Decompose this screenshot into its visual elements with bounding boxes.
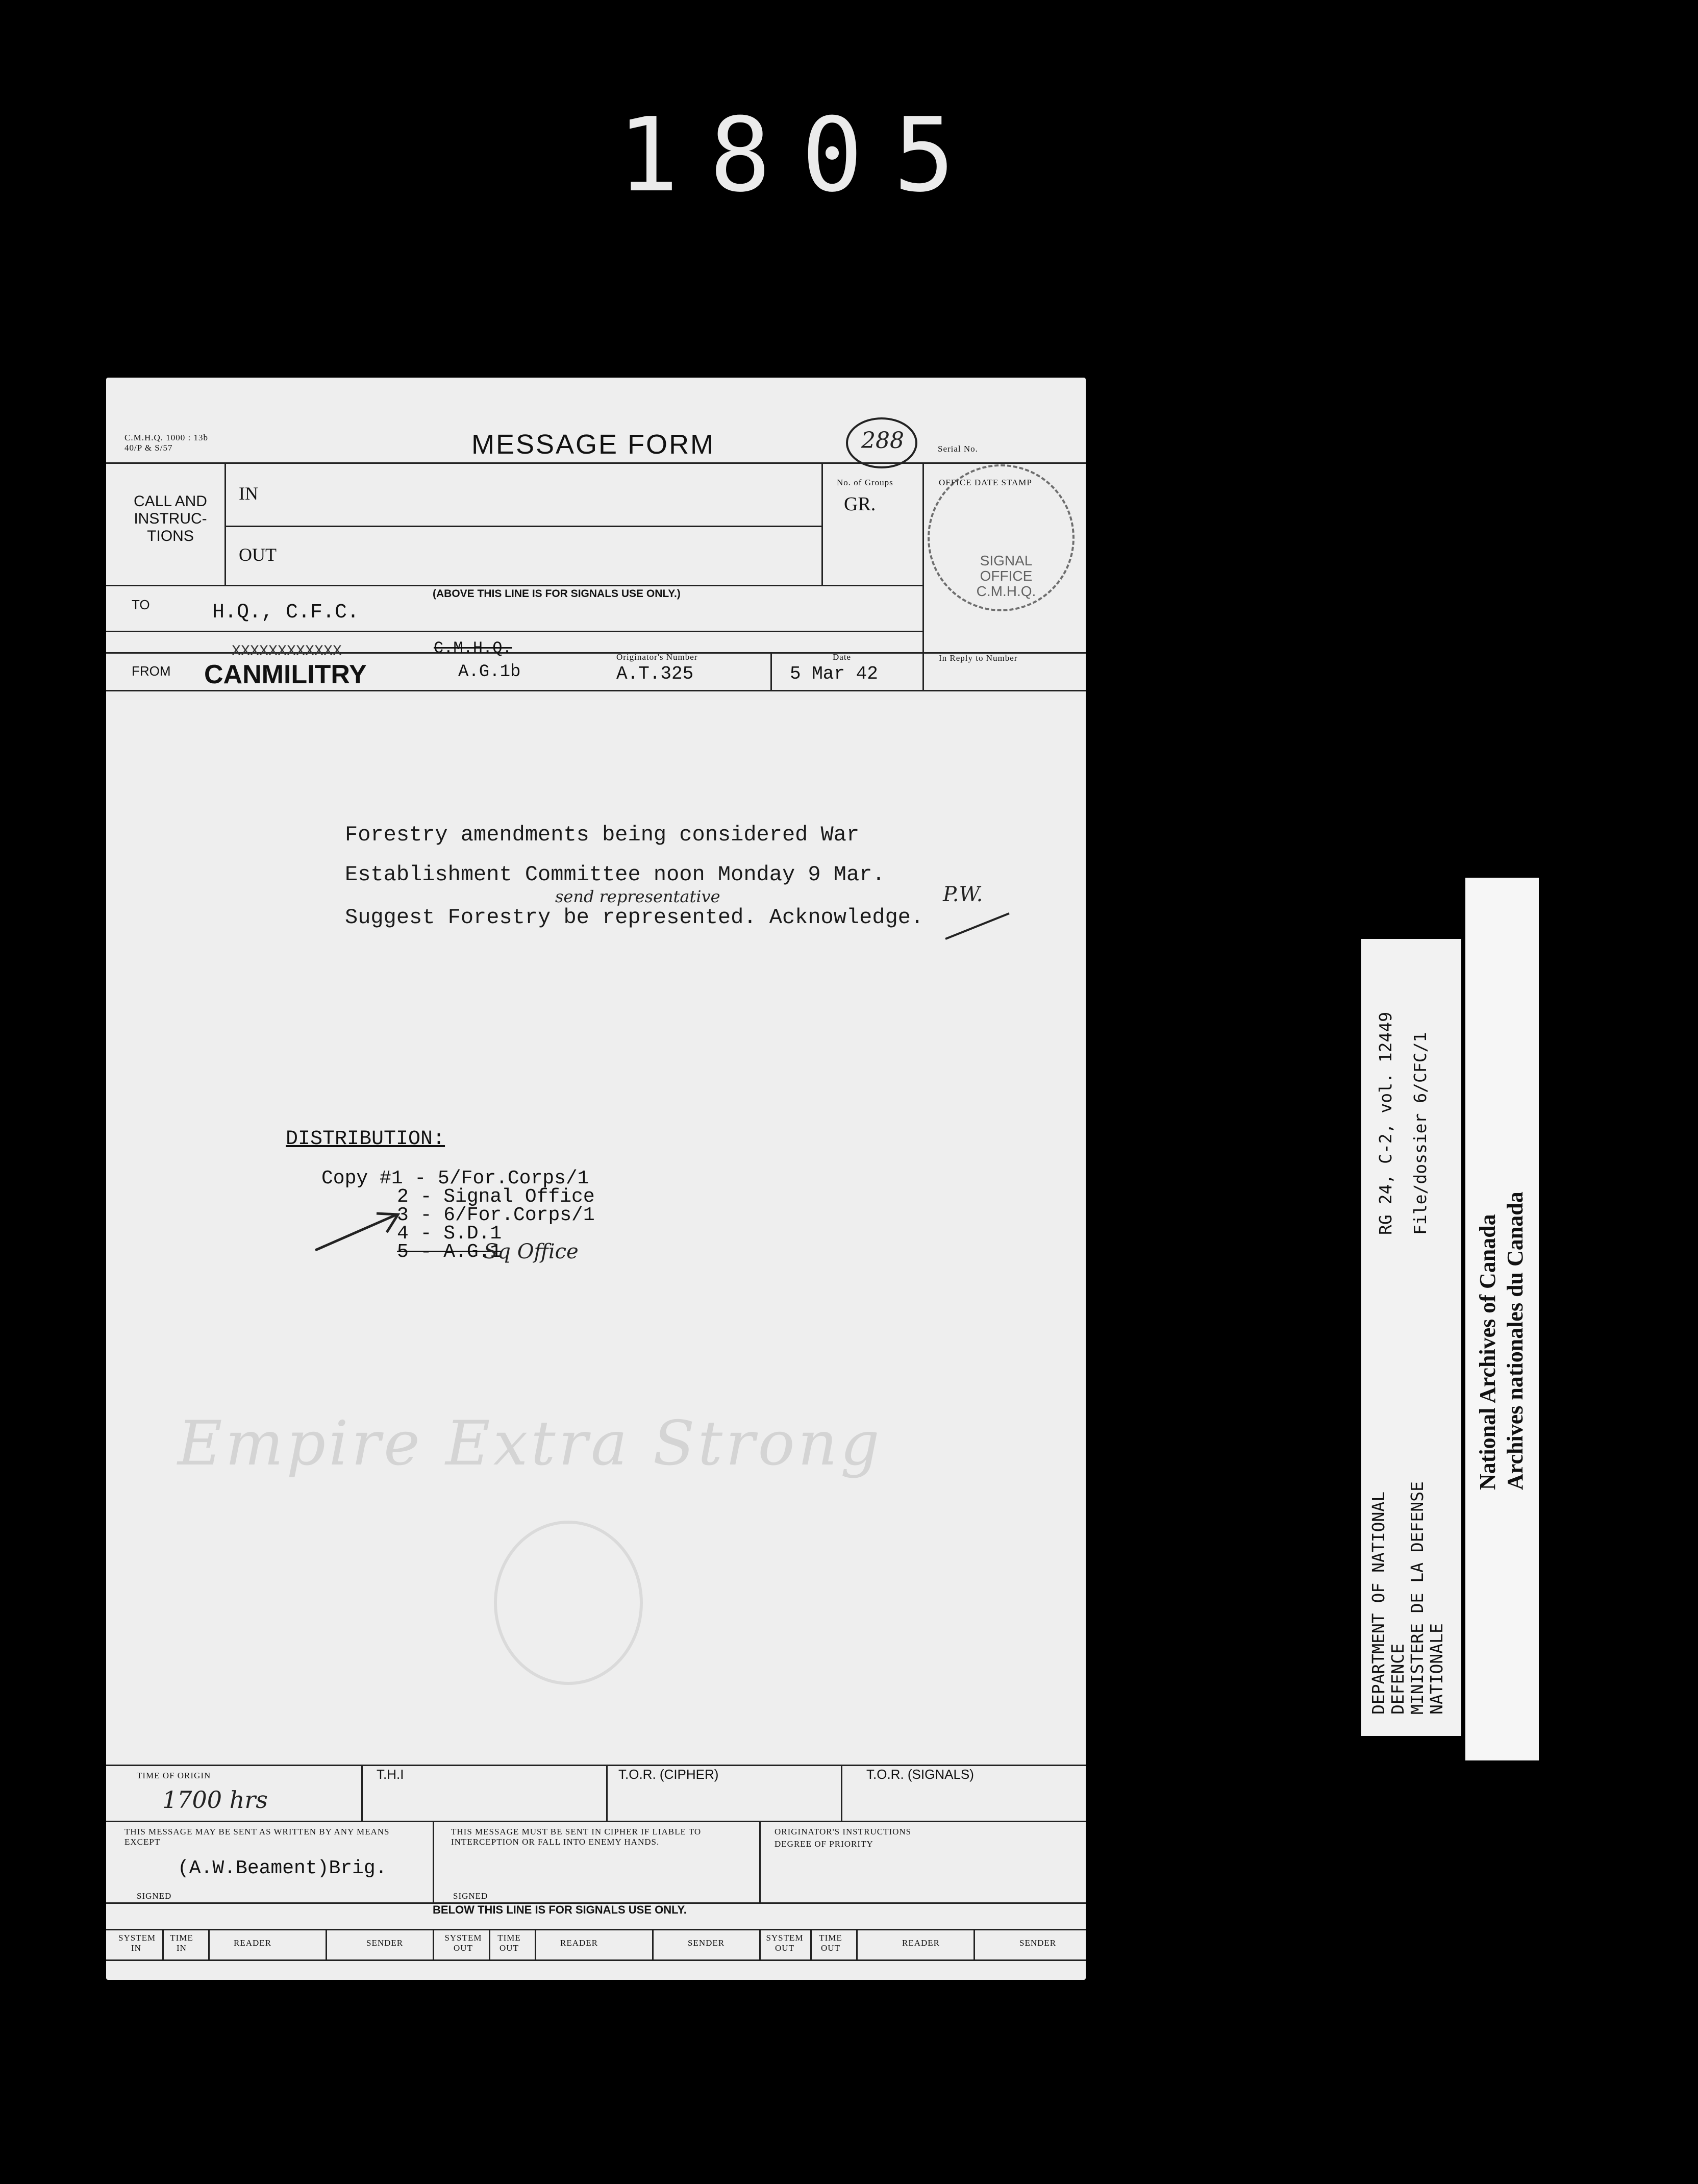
in-out-divider	[224, 526, 821, 527]
distribution-4: 4 - S.D.1	[397, 1223, 502, 1245]
archive-ref-2: File/dossier 6/CFC/1	[1410, 1032, 1430, 1235]
date-divider	[770, 652, 772, 690]
from-bottom-rule	[106, 690, 1086, 691]
time-origin-label: TIME OF ORIGIN	[137, 1771, 211, 1780]
signals-note-top: (ABOVE THIS LINE IS FOR SIGNALS USE ONLY.)	[433, 588, 681, 600]
from-value: CANMILITRY	[204, 660, 367, 689]
date-label: Date	[833, 652, 852, 662]
handwritten-initials: P.W.	[943, 883, 983, 906]
archives-french: Archives nationales du Canada	[1503, 1192, 1528, 1490]
signed-label-2: SIGNED	[453, 1891, 488, 1901]
call-label: CALL AND INSTRUC-TIONS	[134, 493, 207, 544]
instr-divider	[759, 1821, 761, 1902]
archive-dept-1: DEPARTMENT OF NATIONAL	[1368, 1491, 1388, 1715]
stamp-divider	[922, 462, 924, 690]
col-divider	[652, 1929, 654, 1959]
col-divider	[162, 1929, 164, 1959]
handwritten-insert: send representative	[555, 887, 720, 906]
time-origin-value: 1700 hrs	[162, 1786, 268, 1814]
originator-label: Originator's Number	[616, 652, 698, 662]
col-sender-2: SENDER	[688, 1938, 725, 1948]
arrow-annotation-icon	[310, 1204, 407, 1255]
signed-value: (A.W.Beament)Brig.	[178, 1857, 387, 1879]
serial-label: Serial No.	[938, 444, 978, 454]
reply-label: In Reply to Number	[939, 653, 1018, 663]
groups-label: No. of Groups	[837, 478, 893, 487]
col-system-in: SYSTEM IN	[118, 1933, 156, 1953]
from-ag: A.G.1b	[458, 662, 521, 682]
col-divider	[810, 1929, 812, 1959]
archive-dept-3: MINISTERE DE LA DEFENSE	[1407, 1481, 1427, 1715]
handwritten-distribution: Sq Office	[484, 1240, 579, 1263]
from-struck: XXXXXXXXXXXX	[232, 643, 342, 660]
col-divider	[433, 1929, 434, 1959]
office-stamp-label: OFFICE DATE STAMP	[939, 478, 1032, 487]
form-ref-1: C.M.H.Q. 1000 : 13b	[124, 433, 208, 442]
call-divider	[224, 462, 226, 585]
col-time-out-1: TIME OUT	[497, 1933, 521, 1953]
origin-bottom-rule	[106, 1821, 1086, 1822]
degree-priority: DEGREE OF PRIORITY	[775, 1839, 873, 1849]
out-label: OUT	[239, 544, 277, 565]
col-divider	[856, 1929, 858, 1959]
col-system-out-2: SYSTEM OUT	[766, 1933, 804, 1953]
tor-divider	[606, 1765, 608, 1821]
originator-instructions: ORIGINATOR'S INSTRUCTIONS	[775, 1827, 912, 1836]
microfilm-frame-number: 1805	[617, 96, 986, 215]
to-label: TO	[132, 597, 150, 612]
date-value: 5 Mar 42	[790, 663, 878, 684]
tor-signals-label: T.O.R. (SIGNALS)	[866, 1767, 974, 1782]
col-sender-1: SENDER	[366, 1938, 404, 1948]
message-line-2: Establishment Committee noon Monday 9 Mar.	[345, 862, 885, 887]
col-divider	[973, 1929, 975, 1959]
as-written-text: THIS MESSAGE MAY BE SENT AS WRITTEN BY ANY MEANS EXCEPT	[124, 1827, 390, 1847]
cols-header-rule	[106, 1929, 1086, 1930]
groups-divider	[821, 462, 823, 585]
archive-reference-label	[1361, 939, 1461, 1736]
form-title: MESSAGE FORM	[471, 429, 715, 460]
thi-divider	[361, 1765, 363, 1821]
to-value: H.Q., C.F.C.	[212, 601, 360, 624]
col-time-in: TIME IN	[170, 1933, 193, 1953]
signed-label: SIGNED	[137, 1891, 172, 1901]
message-line-1: Forestry amendments being considered War	[345, 823, 860, 847]
archive-institution-label	[1465, 878, 1539, 1760]
col-divider	[489, 1929, 490, 1959]
col-system-out-1: SYSTEM OUT	[444, 1933, 482, 1953]
watermark-seal-icon	[494, 1521, 643, 1685]
cipher-text: THIS MESSAGE MUST BE SENT IN CIPHER IF LIABLE TO INTERCEPTION OR FALL INTO ENEMY HANDS.	[451, 1827, 702, 1847]
from-cmhq: C.M.H.Q.	[434, 639, 512, 658]
message-line-3: Suggest Forestry be represented. Acknowledge.	[345, 905, 924, 930]
in-label: IN	[239, 483, 258, 504]
distribution-title: DISTRIBUTION:	[286, 1128, 445, 1151]
from-label: FROM	[132, 663, 171, 679]
archive-dept-4: NATIONALE	[1427, 1623, 1446, 1715]
col-reader-3: READER	[902, 1938, 940, 1948]
header-rule	[106, 462, 1086, 464]
col-divider	[326, 1929, 327, 1959]
office-date-stamp	[928, 464, 1075, 611]
groups-value: GR.	[844, 493, 876, 515]
to-bottom-rule	[106, 631, 922, 632]
distribution-1: Copy #1 - 5/For.Corps/1	[321, 1168, 589, 1189]
col-divider	[535, 1929, 536, 1959]
origin-top-rule	[106, 1765, 1086, 1766]
col-divider	[759, 1929, 761, 1959]
initials-underline	[943, 908, 1014, 944]
distribution-2: 2 - Signal Office	[397, 1186, 595, 1208]
archive-ref-1: RG 24, C-2, vol. 12449	[1376, 1011, 1395, 1235]
tor-cipher-label: T.O.R. (CIPHER)	[618, 1767, 719, 1782]
paper-watermark: Empire Extra Strong	[178, 1408, 883, 1479]
archive-dept-2: DEFENCE	[1388, 1643, 1408, 1715]
col-sender-3: SENDER	[1019, 1938, 1057, 1948]
col-reader-2: READER	[560, 1938, 598, 1948]
cipher-divider	[433, 1821, 434, 1902]
form-bottom-rule	[106, 1959, 1086, 1961]
thi-label: T.H.I	[377, 1767, 404, 1782]
distribution-3: 3 - 6/For.Corps/1	[397, 1204, 595, 1226]
archives-english: National Archives of Canada	[1475, 1214, 1500, 1490]
distribution-5: 5 - A.G.1	[397, 1241, 502, 1263]
circled-number-text: 288	[861, 428, 904, 454]
col-time-out-2: TIME OUT	[819, 1933, 842, 1953]
tor2-divider	[841, 1765, 842, 1821]
originator-value: A.T.325	[616, 663, 694, 684]
stamp-text: SIGNAL OFFICE C.M.H.Q.	[976, 553, 1036, 599]
col-reader-1: READER	[234, 1938, 271, 1948]
circled-number	[846, 417, 917, 468]
col-divider	[208, 1929, 210, 1959]
signals-note-bottom: BELOW THIS LINE IS FOR SIGNALS USE ONLY.	[433, 1903, 687, 1916]
form-ref-2: 40/P & S/57	[124, 443, 173, 453]
call-bottom-rule	[106, 585, 922, 586]
message-form	[106, 378, 1086, 1980]
